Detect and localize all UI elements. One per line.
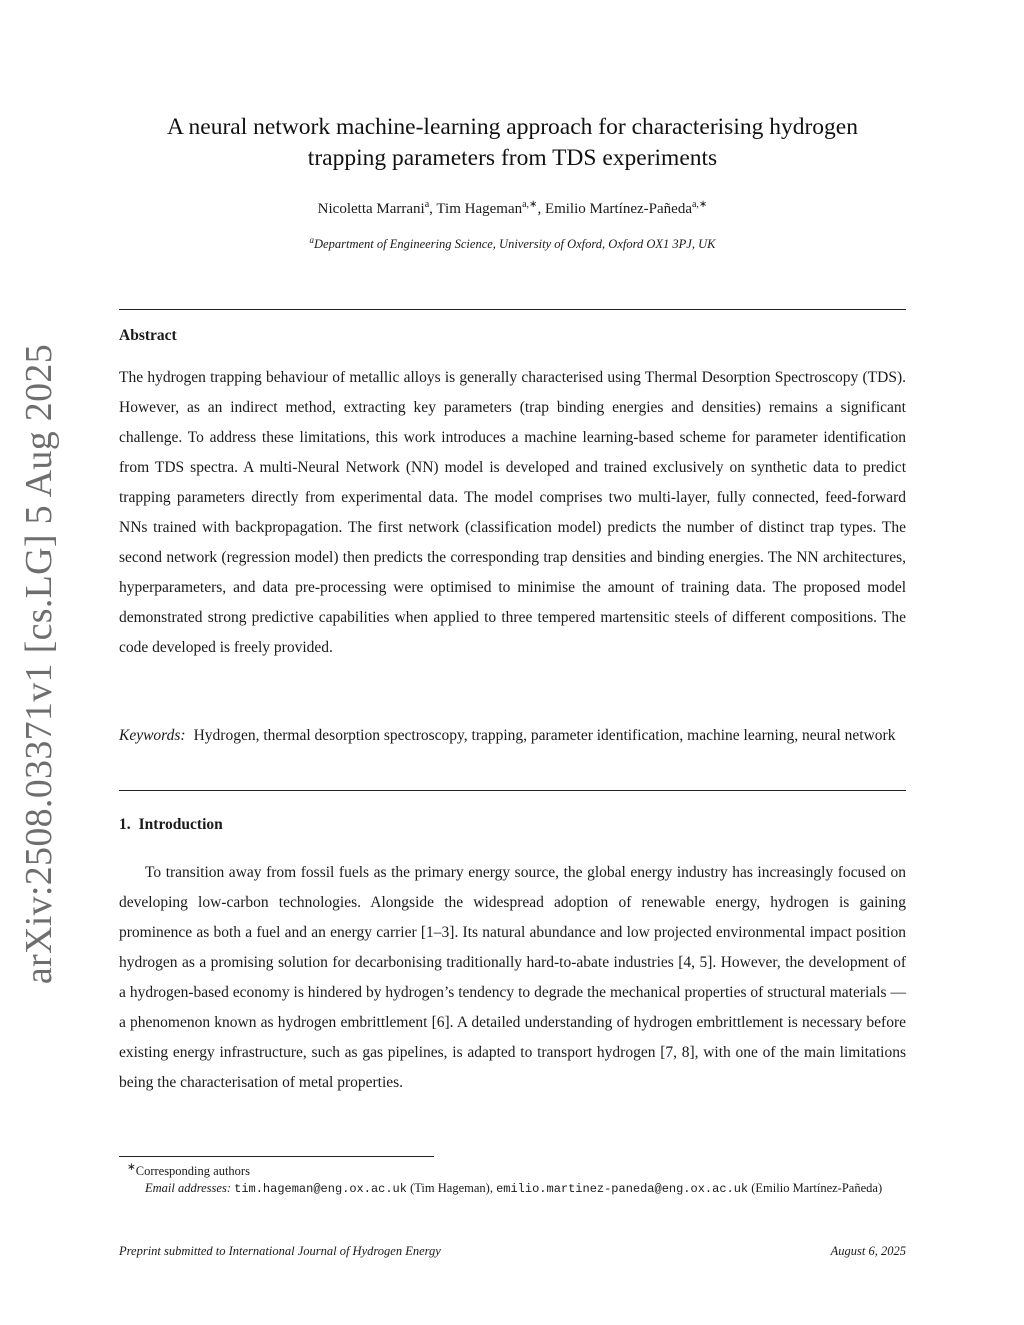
affiliation-text: Department of Engineering Science, University of Oxford, Oxford OX1 3PJ, UK (314, 237, 716, 252)
arxiv-identifier[interactable]: arXiv:2508.03371v1 [cs.LG] 5 Aug 2025 (18, 343, 60, 985)
author-list: Nicoletta Marrani$^a$, Tim Hageman$^{a,∗}$, Emilio Martínez-Pañeda$^{a,∗}$ (317, 199, 708, 217)
section-number: 1. (119, 816, 131, 833)
author-affiliation-mark: a (424, 199, 430, 210)
abstract-heading: Abstract (119, 327, 177, 344)
arxiv-sidebar (10, 343, 68, 985)
keywords (119, 721, 906, 751)
author-name: Emilio Martínez-Pañeda (544, 201, 692, 217)
footnote-mark: ∗ (127, 1162, 136, 1173)
title-line-1: A neural network machine-learning approach for characterising hydrogen (166, 114, 858, 140)
email-link[interactable]: emilio.martinez-paneda@eng.ox.ac.uk (496, 1182, 749, 1197)
keywords-text: Hydrogen, thermal desorption spectroscopy, trapping, parameter identification, machine learning, neural network (193, 727, 896, 744)
affiliation-mark: a (309, 235, 315, 245)
footer-journal: Preprint submitted to International Journal of Hydrogen Energy (119, 1244, 441, 1258)
keywords-label: Keywords: (119, 727, 186, 744)
author-affiliation-mark: a,∗ (691, 199, 708, 210)
paper-title (119, 112, 906, 174)
title-line-2: trapping parameters from TDS experiments (307, 145, 718, 171)
footnotes (119, 1159, 906, 1198)
abstract-bottom-rule (119, 790, 906, 791)
affiliation (119, 235, 906, 252)
abstract-top-rule (119, 309, 906, 310)
section-title: Introduction (138, 816, 223, 833)
footnote-corresponding (119, 1159, 906, 1180)
email-link[interactable]: tim.hageman@eng.ox.ac.uk (234, 1182, 407, 1197)
author-name: Nicoletta Marrani (317, 201, 425, 217)
email-owner: (Emilio Martínez-Pañeda) (751, 1181, 883, 1196)
email-label: Email addresses: (145, 1181, 231, 1196)
section-heading-introduction (119, 816, 223, 834)
footer-date: August 6, 2025 (830, 1244, 906, 1258)
author-affiliation-mark: a,∗ (522, 199, 538, 210)
footnote-rule (119, 1156, 434, 1157)
footnote-emails (119, 1180, 906, 1198)
email-owner: (Tim Hageman), (410, 1181, 493, 1196)
page-footer (119, 1244, 906, 1259)
abstract-text: The hydrogen trapping behaviour of metallic alloys is generally characterised using Thermal Desorption Spectroscopy (TDS). However, as an indirect method, extracting key parameters (trap binding energies and densities) remains a significant challenge. To address these limitations, this work introduces a machine learning-based scheme for parameter identification from TDS spectra. A multi-Neural Network (NN) model is developed and trained exclusively on synthetic data to predict trapping parameters directly from experimental data. The model comprises two multi-layer, fully connected, feed-forward NNs trained with backpropagation. The first network (classification model) predicts the number of distinct trap types. The second network (regression model) then predicts the corresponding trap densities and binding energies. The NN architectures, hyperparameters, and data pre-processing were optimised to minimise the amount of training data. The proposed model demonstrated strong predictive capabilities when applied to three tempered martensitic steels of different compositions. The code developed is freely provided. (119, 369, 906, 656)
author-name: Tim Hageman (436, 201, 523, 217)
footnote-corresponding-text: Corresponding authors (135, 1164, 250, 1179)
introduction-paragraph: To transition away from fossil fuels as the primary energy source, the global energy industry has increasingly focused on developing low-carbon technologies. Alongside the widespread adoption of renewable energy, hydrogen is gaining prominence as both a fuel and an energy carrier [1–3]. Its natural abundance and low projected environmental impact position hydrogen as a promising solution for decarbonising traditionally hard-to-abate industries [4, 5]. However, the development of a hydrogen-based economy is hindered by hydrogen’s tendency to degrade the mechanical properties of structural materials —a phenomenon known as hydrogen embrittlement [6]. A detailed understanding of hydrogen embrittlement is necessary before existing energy infrastructure, such as gas pipelines, is adapted to transport hydrogen [7, 8], with one of the main limitations being the characterisation of metal properties. (119, 864, 906, 1091)
